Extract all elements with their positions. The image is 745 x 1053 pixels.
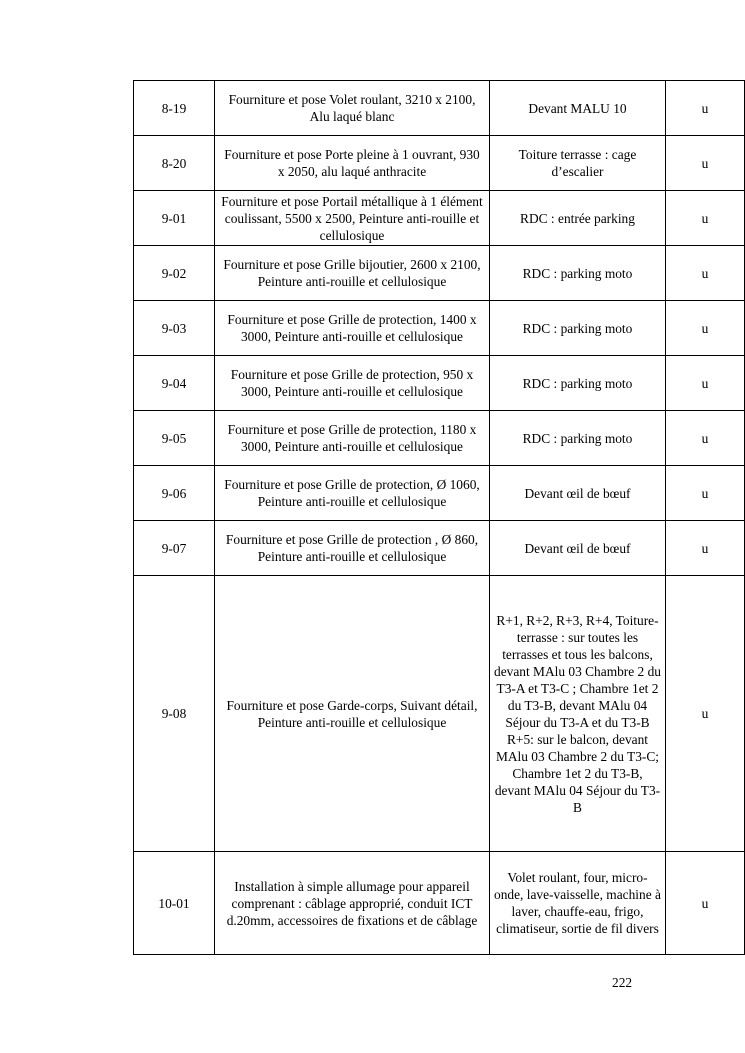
table-row xyxy=(134,466,745,521)
item-location: Devant MALU 10 xyxy=(490,81,666,136)
item-description: Installation à simple allumage pour appareil comprenant : câblage approprié, conduit ICT d.20mm, accessoires de fixations et de câblage xyxy=(215,852,490,955)
page-number: 222 xyxy=(612,975,633,990)
item-location: RDC : parking moto xyxy=(490,246,666,301)
item-unit: u xyxy=(666,852,745,955)
item-description: Fourniture et pose Grille de protection, Ø 1060, Peinture anti-rouille et cellulosique xyxy=(215,466,490,521)
item-unit: u xyxy=(666,246,745,301)
item-unit: u xyxy=(666,81,745,136)
item-description: Fourniture et pose Porte pleine à 1 ouvrant, 930 x 2050, alu laqué anthracite xyxy=(215,136,490,191)
item-location: R+1, R+2, R+3, R+4, Toiture-terrasse : sur toutes les terrasses et tous les balcons, devant MAlu 03 Chambre 2 du T3-A et T3-C ; Chambre 1et 2 du T3-B, devant MAlu 04 Séjour du T3-A et du T3-B R+5: sur le balcon, devant MAlu 03 Chambre 2 du T3-C; Chambre 1et 2 du T3-B, devant MAlu 04 Séjour du T3-B xyxy=(490,576,666,852)
item-unit: u xyxy=(666,576,745,852)
table-row xyxy=(134,246,745,301)
item-description: Fourniture et pose Grille de protection, 1400 x 3000, Peinture anti-rouille et cellulosique xyxy=(215,301,490,356)
item-description: Fourniture et pose Garde-corps, Suivant détail, Peinture anti-rouille et cellulosique xyxy=(215,576,490,852)
item-description: Fourniture et pose Grille de protection, 950 x 3000, Peinture anti-rouille et cellulosique xyxy=(215,356,490,411)
item-code: 9-06 xyxy=(134,466,215,521)
item-code: 9-02 xyxy=(134,246,215,301)
table-row xyxy=(134,356,745,411)
item-unit: u xyxy=(666,521,745,576)
item-description: Fourniture et pose Grille bijoutier, 2600 x 2100, Peinture anti-rouille et cellulosique xyxy=(215,246,490,301)
item-unit: u xyxy=(666,191,745,246)
table-row xyxy=(134,576,745,852)
item-location: RDC : parking moto xyxy=(490,411,666,466)
item-description: Fourniture et pose Volet roulant, 3210 x 2100, Alu laqué blanc xyxy=(215,81,490,136)
item-location: Volet roulant, four, micro-onde, lave-vaisselle, machine à laver, chauffe-eau, frigo, climatiseur, sortie de fil divers xyxy=(490,852,666,955)
specifications-table xyxy=(133,80,745,955)
item-code: 10-01 xyxy=(134,852,215,955)
item-code: 9-01 xyxy=(134,191,215,246)
table-row xyxy=(134,191,745,246)
table-row xyxy=(134,852,745,955)
table-row xyxy=(134,81,745,136)
item-description: Fourniture et pose Portail métallique à 1 élément coulissant, 5500 x 2500, Peinture anti-rouille et cellulosique xyxy=(215,191,490,246)
table-row xyxy=(134,521,745,576)
item-code: 9-04 xyxy=(134,356,215,411)
item-unit: u xyxy=(666,411,745,466)
item-code: 8-20 xyxy=(134,136,215,191)
item-location: RDC : parking moto xyxy=(490,301,666,356)
table-row xyxy=(134,136,745,191)
table-row xyxy=(134,411,745,466)
item-code: 9-03 xyxy=(134,301,215,356)
item-description: Fourniture et pose Grille de protection, 1180 x 3000, Peinture anti-rouille et cellulosique xyxy=(215,411,490,466)
item-description: Fourniture et pose Grille de protection , Ø 860, Peinture anti-rouille et cellulosique xyxy=(215,521,490,576)
item-location: Devant œil de bœuf xyxy=(490,521,666,576)
item-code: 9-05 xyxy=(134,411,215,466)
item-location: Toiture terrasse : cage d’escalier xyxy=(490,136,666,191)
item-unit: u xyxy=(666,356,745,411)
item-unit: u xyxy=(666,466,745,521)
item-code: 9-08 xyxy=(134,576,215,852)
item-location: RDC : parking moto xyxy=(490,356,666,411)
item-location: RDC : entrée parking xyxy=(490,191,666,246)
item-unit: u xyxy=(666,301,745,356)
item-location: Devant œil de bœuf xyxy=(490,466,666,521)
table-row xyxy=(134,301,745,356)
item-unit: u xyxy=(666,136,745,191)
item-code: 8-19 xyxy=(134,81,215,136)
item-code: 9-07 xyxy=(134,521,215,576)
